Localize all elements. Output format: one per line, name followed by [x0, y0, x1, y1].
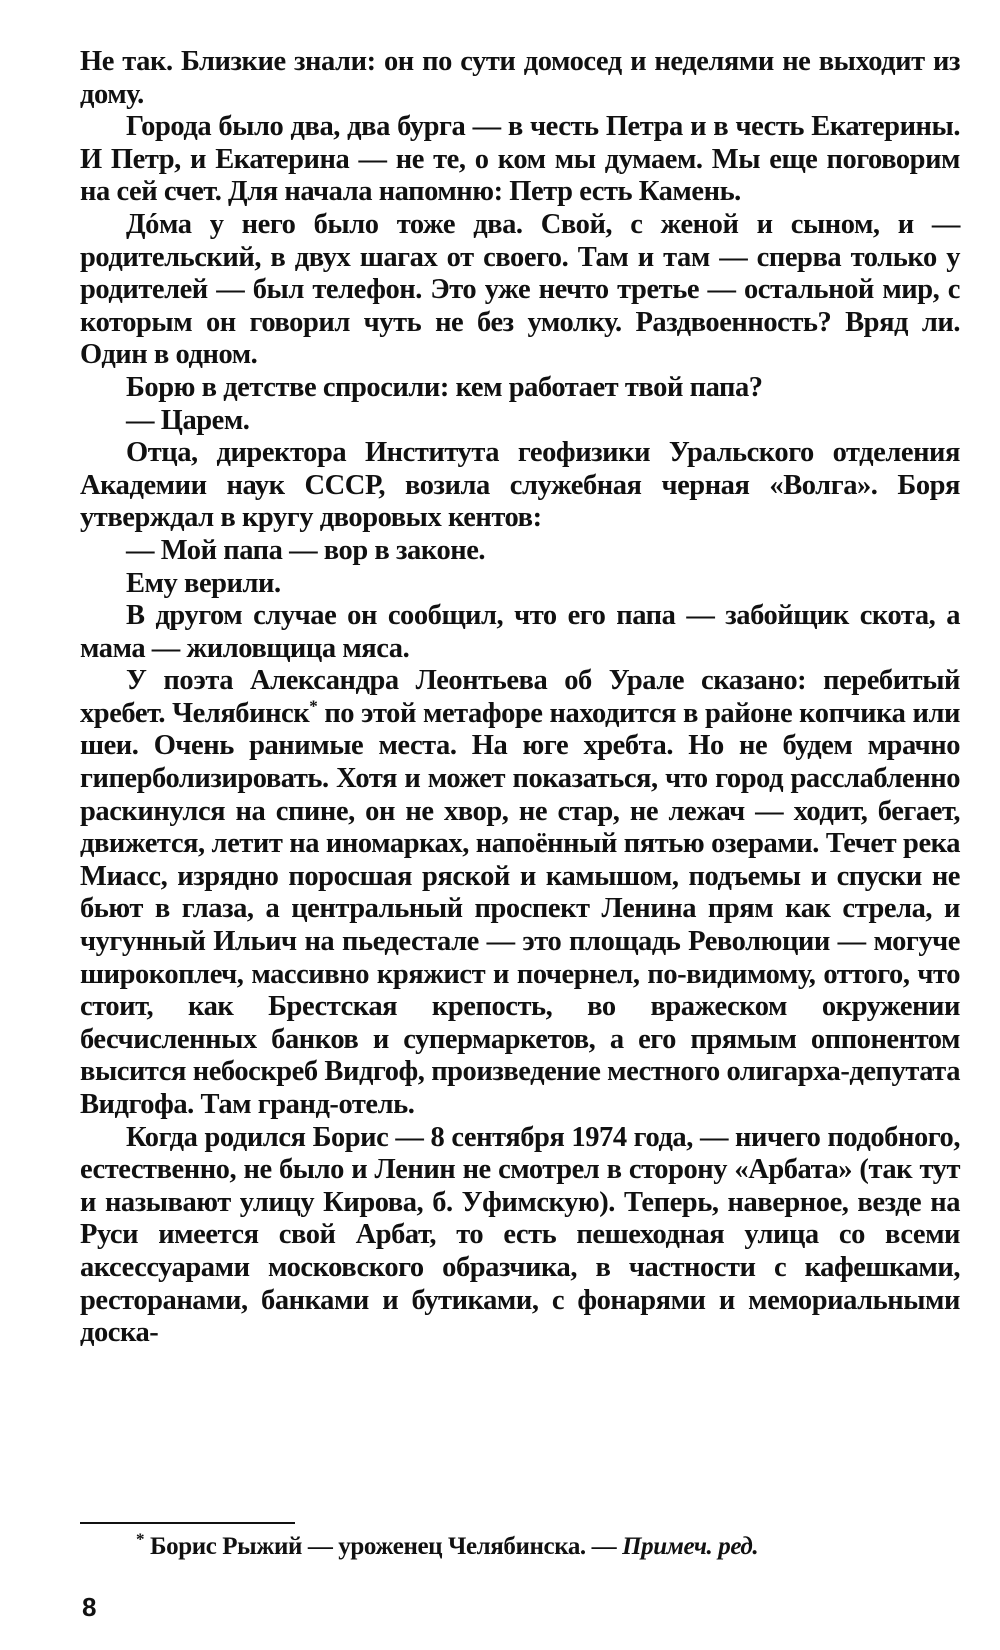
paragraph: Когда родился Борис — 8 сентября 1974 года, — ничего подобного, естественно, не было и Ленин не смотрел в сторону «Арбата» (так тут и называют улицу Кирова, б. Уфимскую). Теперь, наверное, везде на Руси имеется свой Арбат, то есть пешеходная улица со всеми аксессуарами московского образчика, в частности с кафешками, ресторанами, банками и бутиками, с фонарями и мемориальными доска-: [80, 1121, 960, 1349]
dialogue-line: — Мой папа — вор в законе.: [126, 534, 486, 566]
dialogue-line: — Царем.: [126, 404, 250, 436]
body-text: [80, 46, 960, 1350]
paragraph: Отца, директора Института геофизики Уральского отделения Академии наук СССР, возила служебная черная «Волга». Боря утверждал в кругу дворовых кентов:: [80, 437, 960, 534]
footnote-divider: [80, 1522, 295, 1524]
page-number: 8: [82, 1592, 97, 1622]
footnote: [80, 1529, 960, 1562]
paragraph: Не так. Близкие знали: он по сути домосед и неделями не выходит из дому.: [80, 46, 960, 110]
paragraph: Ему верили.: [126, 567, 281, 599]
paragraph-ural-rest: по этой метафоре находится в районе копчика или шеи. Очень ранимые места. На юге хребта. Но не будем мрачно гиперболизировать. Хотя и может показаться, что город расслабленно раскинулся на спине, он не хвор, не стар, не лежач — ходит, бегает, движется, летит на иномарках, напоённый пятью озерами. Течет река Миасс, изрядно поросшая ряской и камышом, подъемы и спуски не бьют в глаза, а центральный проспект Ленина прям как стрела, и чугунный Ильич на пьедестале — это площадь Революции — могуче широкоплеч, массивно кряжист и почернел, по-видимому, оттого, что стоит, как Брестская крепость, во вражеском окружении бесчисленных банков и супермаркетов, а его прямым оппонентом высится небоскреб Видгоф, произведение местного олигарха-депутата Видгофа. Там гранд-отель.: [80, 697, 961, 1120]
paragraph: В другом случае он сообщил, что его папа — забойщик скота, а мама — жиловщица мяса.: [80, 600, 960, 664]
paragraph: Борю в детстве спросили: кем работает твой папа?: [126, 371, 763, 403]
footnote-editor-note: Примеч. ред.: [622, 1533, 759, 1560]
footnote-mark: *: [136, 1529, 145, 1549]
footnote-text: Борис Рыжий — уроженец Челябинска. —: [144, 1533, 623, 1560]
paragraph-ural-start: У поэта Александра Леонтьева об Урале сказано: перебитый хребет. Челябинск: [80, 665, 960, 729]
paragraph: Дóма у него было тоже два. Свой, с женой и сыном, и — родительский, в двух шагах от своего. Там и там — сперва только у родителей — был телефон. Это уже нечто третье — остальной мир, с которым он говорил чуть не без умолку. Раздвоенность? Вряд ли. Один в одном.: [80, 208, 960, 371]
paragraph-ural: [80, 665, 960, 1121]
paragraph: Города было два, два бурга — в честь Петра и в честь Екатерины. И Петр, и Екатерина — не те, о ком мы думаем. Мы еще поговорим на сей счет. Для начала напомню: Петр есть Камень.: [80, 111, 960, 208]
footnote-reference: *: [309, 696, 318, 716]
